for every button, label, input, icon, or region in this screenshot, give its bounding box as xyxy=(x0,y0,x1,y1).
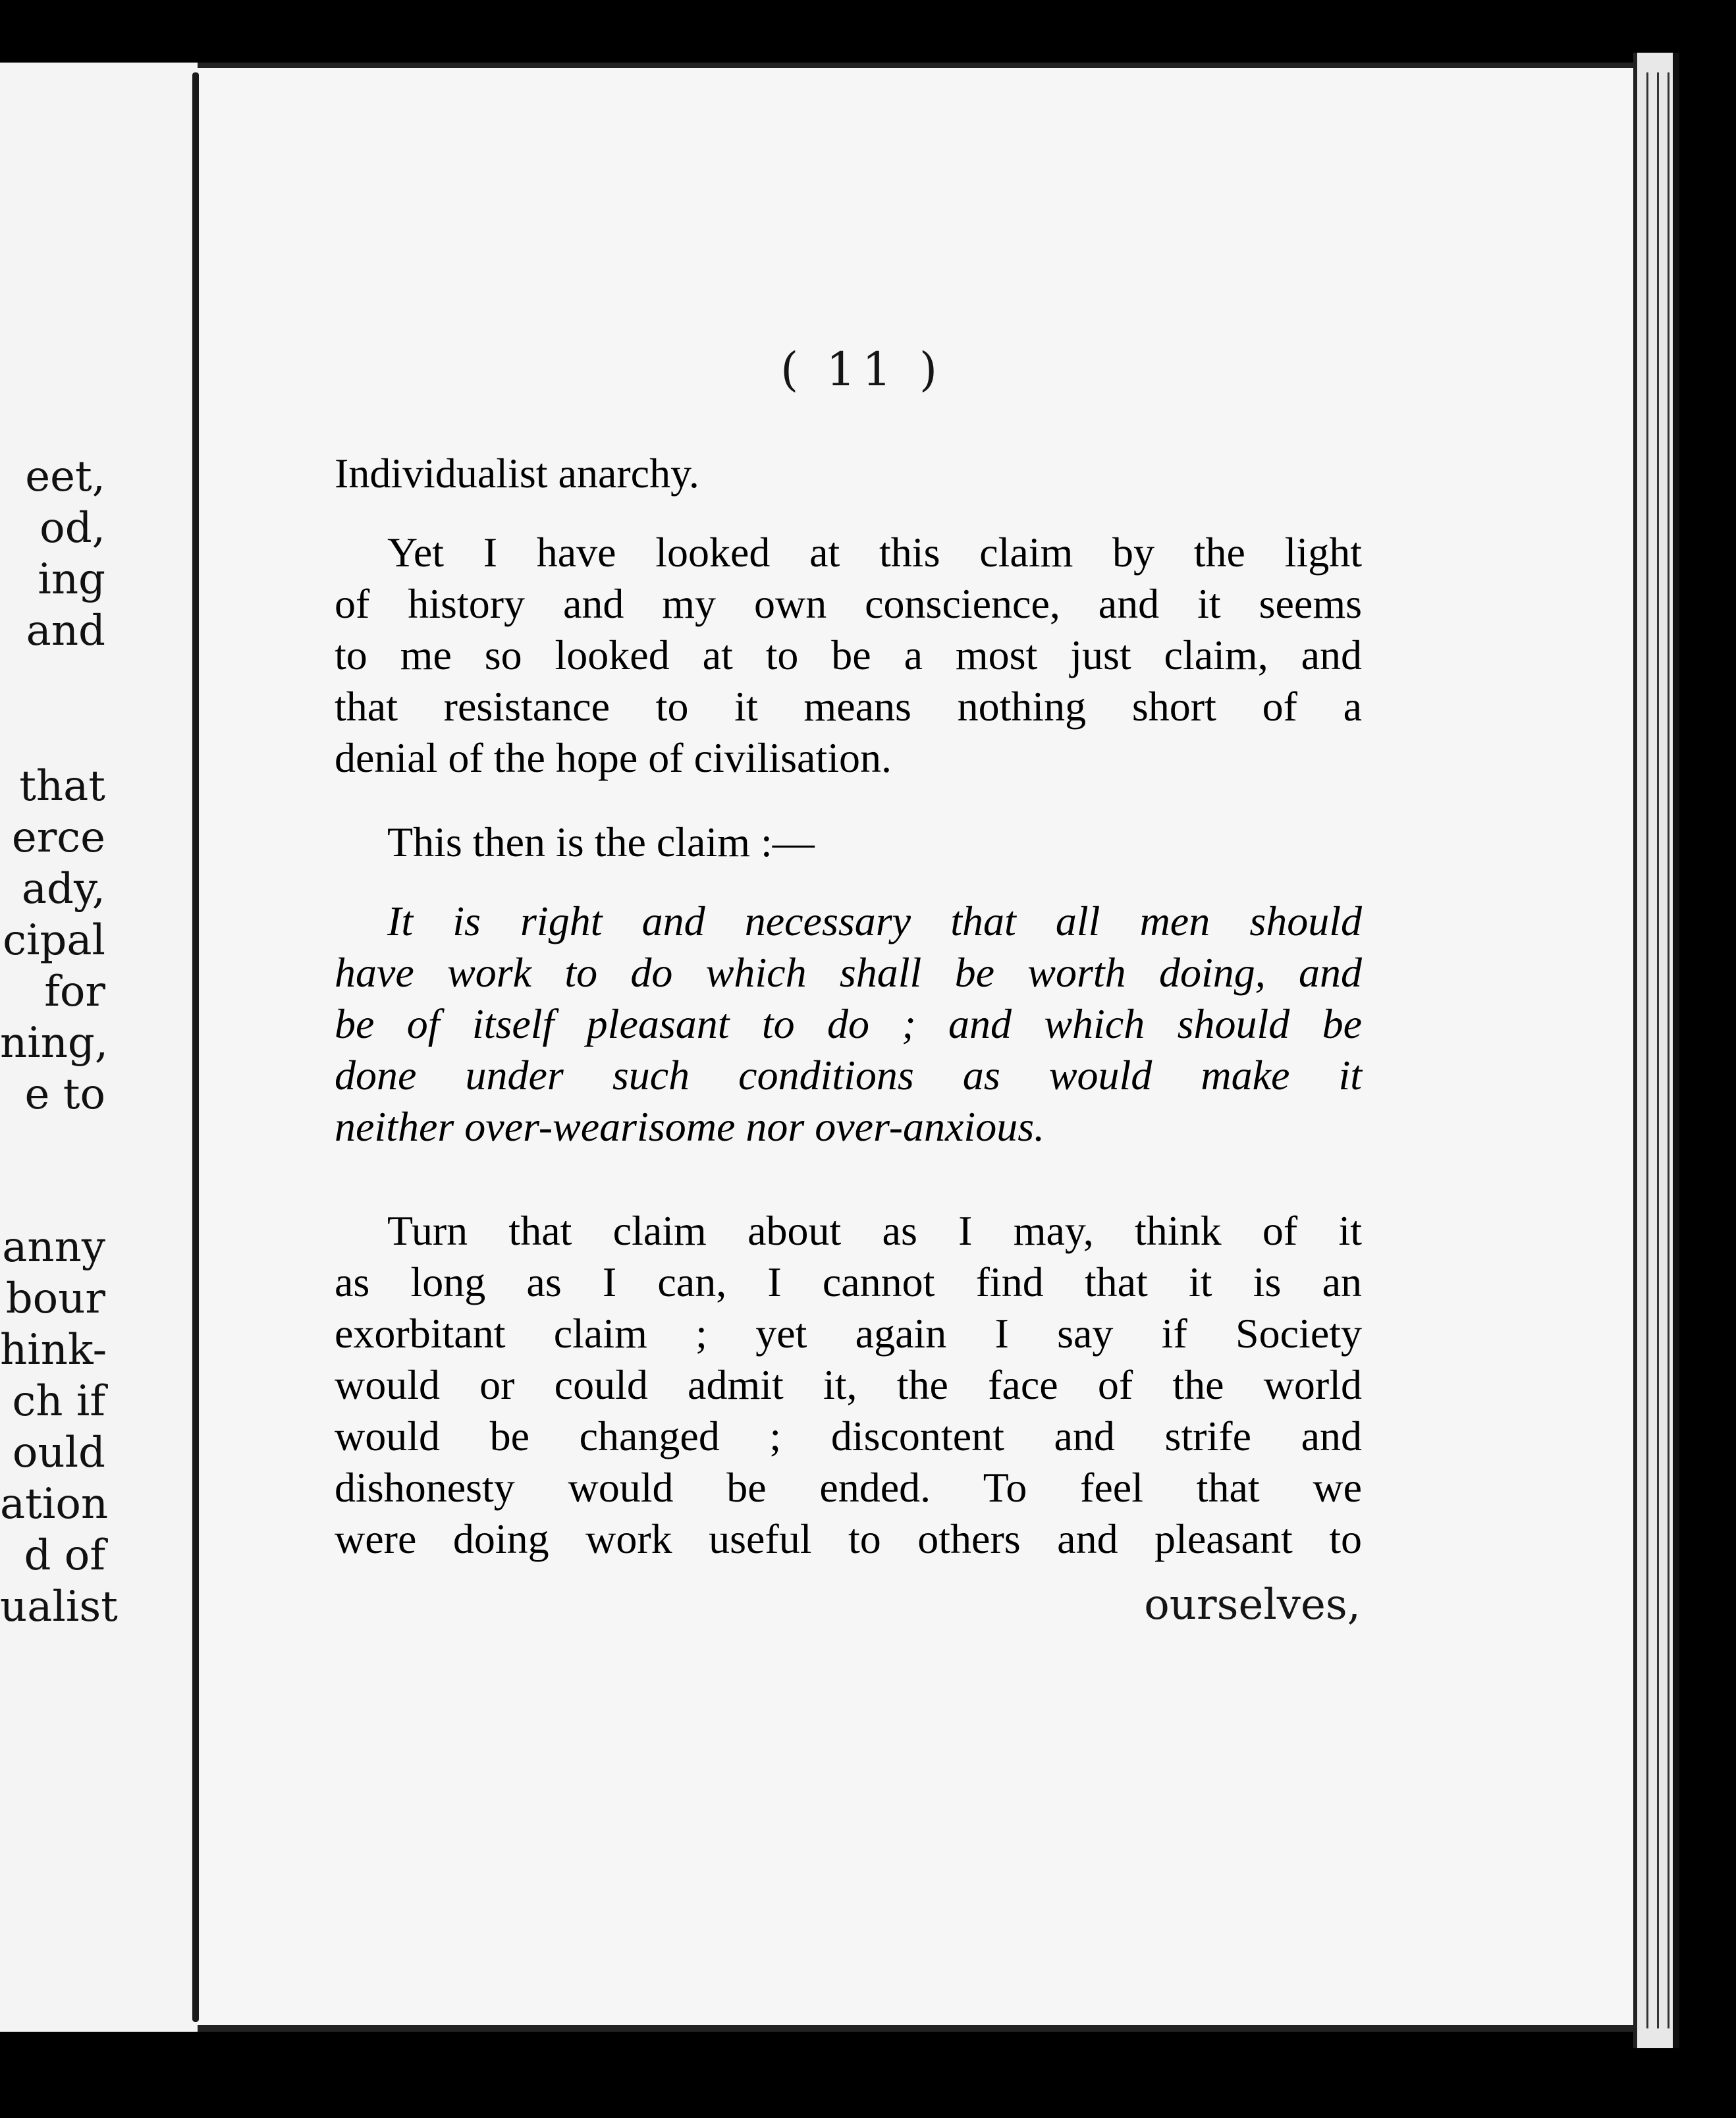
text-line: were doing work useful to others and pleasant to xyxy=(335,1515,1362,1562)
text-line: Yet I have looked at this claim by the light xyxy=(387,529,1362,576)
page-edge-line xyxy=(1657,72,1659,2028)
text-line: exorbitant claim ; yet again I say if Society xyxy=(335,1310,1362,1357)
text-line: as long as I can, I cannot find that it is an xyxy=(335,1259,1362,1305)
text-line: be of itself pleasant to do ; and which should be xyxy=(335,1000,1362,1047)
left-fragment-line: anny xyxy=(2,1223,105,1272)
text-line: Turn that claim about as I may, think of it xyxy=(387,1207,1362,1254)
text-line: to me so looked at to be a most just claim, and xyxy=(335,632,1362,678)
text-line: would be changed ; discontent and strife and xyxy=(335,1413,1362,1459)
text-line: Individualist anarchy. xyxy=(335,450,699,497)
paragraph-2 xyxy=(335,527,1362,784)
left-fragments-block-2 xyxy=(0,761,109,1120)
page-edge xyxy=(1633,53,1679,2048)
left-fragment-line: ning, xyxy=(0,1019,109,1068)
left-fragment-line: od, xyxy=(40,504,105,553)
paragraph-5 xyxy=(335,1205,1362,1565)
text-line: This then is the claim :— xyxy=(387,819,815,865)
left-fragment-line: ing xyxy=(38,555,105,604)
text-line: of history and my own conscience, and it seems xyxy=(335,580,1362,627)
left-fragment-line: eet, xyxy=(25,452,105,501)
text-line: done under such conditions as would make it xyxy=(335,1052,1362,1099)
left-fragment-line: ualist xyxy=(0,1583,118,1631)
paragraph-claim-italic xyxy=(335,896,1362,1153)
text-line: that resistance to it means nothing short of a xyxy=(335,683,1362,730)
page-edge-line xyxy=(1668,72,1669,2028)
text-line: It is right and necessary that all men should xyxy=(387,898,1362,944)
left-fragment-line: ady, xyxy=(21,865,105,913)
book-binding xyxy=(192,72,199,2022)
previous-page-fragment xyxy=(0,63,221,2032)
left-fragments-block-3 xyxy=(0,1222,118,1633)
left-fragment-line: ould xyxy=(12,1428,105,1477)
paragraph-3 xyxy=(335,817,1362,868)
text-line: would or could admit it, the face of the world xyxy=(335,1361,1362,1408)
left-fragments-block-1 xyxy=(0,451,105,657)
text-line: denial of the hope of civilisation. xyxy=(335,734,892,781)
text-line: dishonesty would be ended. To feel that we xyxy=(335,1464,1362,1511)
left-fragment-line: ch if xyxy=(12,1377,105,1426)
left-fragment-line: hink- xyxy=(0,1326,107,1374)
left-fragment-line: and xyxy=(26,607,105,655)
page-number: ( 11 ) xyxy=(780,342,944,396)
left-fragment-line: ation xyxy=(0,1480,109,1529)
left-fragment-line: that xyxy=(19,762,105,811)
catchword: ourselves, xyxy=(1144,1581,1361,1629)
text-line: neither over-wearisome nor over-anxious. xyxy=(335,1103,1045,1150)
left-fragment-line: d of xyxy=(24,1531,105,1580)
left-fragment-line: bour xyxy=(5,1274,105,1323)
text-line: have work to do which shall be worth doing, and xyxy=(335,949,1362,996)
left-fragment-line: e to xyxy=(24,1070,105,1119)
paragraph-1 xyxy=(335,448,1362,499)
left-fragment-line: for xyxy=(44,967,105,1016)
left-fragment-line: cipal xyxy=(3,916,105,965)
left-fragment-line: erce xyxy=(11,813,105,862)
page-edge-line xyxy=(1646,72,1648,2028)
